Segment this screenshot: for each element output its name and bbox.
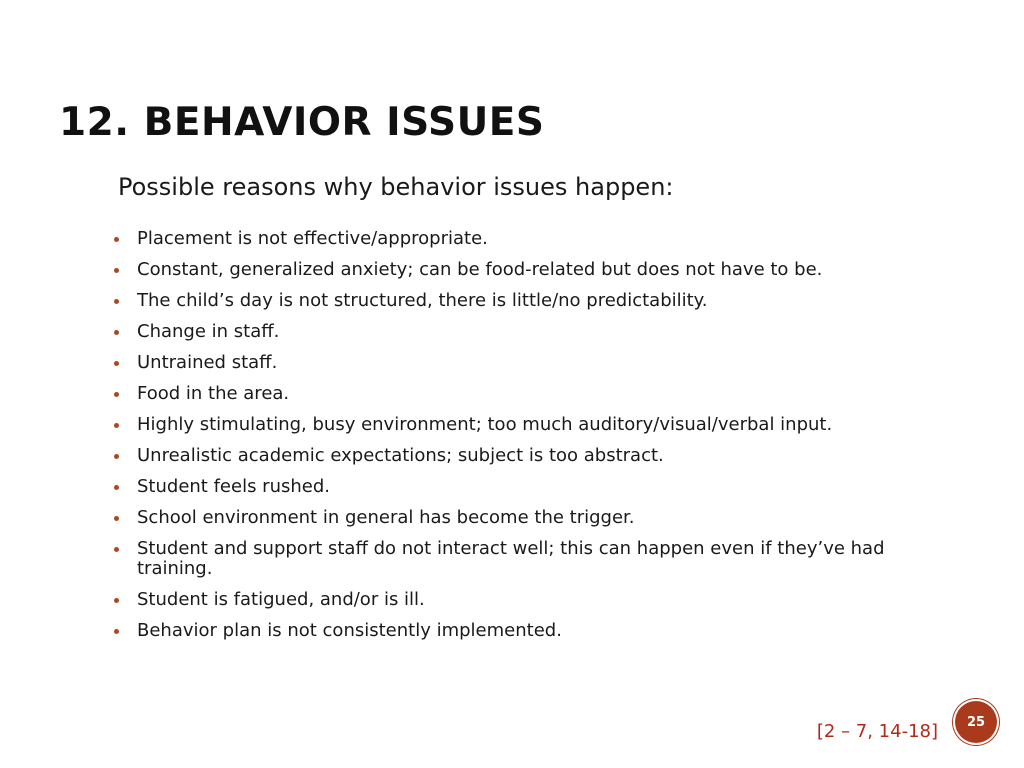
- bullet-text: Change in staff.: [137, 321, 280, 342]
- bullet-dot-icon: [114, 299, 119, 304]
- bullet-item: [112, 229, 932, 249]
- bullet-dot-icon: [114, 392, 119, 397]
- bullet-dot-icon: [114, 330, 119, 335]
- bullet-item: [112, 477, 932, 497]
- bullet-dot-icon: [114, 485, 119, 490]
- page-number-badge: 25: [955, 701, 997, 743]
- bullet-text: Student is fatigued, and/or is ill.: [137, 589, 425, 610]
- bullet-dot-icon: [114, 547, 119, 552]
- bullet-item: [112, 508, 932, 528]
- bullet-dot-icon: [114, 598, 119, 603]
- bullet-text: Student feels rushed.: [137, 476, 330, 497]
- bullet-item: [112, 322, 932, 342]
- bullet-text: Food in the area.: [137, 383, 290, 404]
- bullet-text: Student and support staff do not interact well; this can happen even if they’ve had training.: [137, 538, 885, 579]
- bullet-item: [112, 590, 932, 610]
- bullet-dot-icon: [114, 423, 119, 428]
- bullet-item: [112, 539, 932, 579]
- bullet-list: [112, 229, 932, 652]
- citation-reference: [2 – 7, 14-18]: [816, 721, 938, 742]
- bullet-item: [112, 384, 932, 404]
- bullet-text: School environment in general has become the trigger.: [137, 507, 635, 528]
- bullet-item: [112, 353, 932, 373]
- bullet-text: Unrealistic academic expectations; subject is too abstract.: [137, 445, 664, 466]
- bullet-dot-icon: [114, 454, 119, 459]
- bullet-text: Placement is not effective/appropriate.: [137, 228, 488, 249]
- slide-subtitle: Possible reasons why behavior issues happen:: [118, 173, 674, 201]
- bullet-dot-icon: [114, 268, 119, 273]
- bullet-dot-icon: [114, 361, 119, 366]
- bullet-dot-icon: [114, 629, 119, 634]
- bullet-text: The child’s day is not structured, there is little/no predictability.: [137, 290, 708, 311]
- bullet-dot-icon: [114, 516, 119, 521]
- bullet-item: [112, 446, 932, 466]
- bullet-text: Highly stimulating, busy environment; too much auditory/visual/verbal input.: [137, 414, 833, 435]
- bullet-item: [112, 415, 932, 435]
- bullet-item: [112, 260, 932, 280]
- bullet-item: [112, 621, 932, 641]
- bullet-dot-icon: [114, 237, 119, 242]
- bullet-text: Untrained staff.: [137, 352, 278, 373]
- bullet-item: [112, 291, 932, 311]
- bullet-text: Behavior plan is not consistently implemented.: [137, 620, 562, 641]
- slide-title: 12. BEHAVIOR ISSUES: [59, 100, 545, 145]
- bullet-text: Constant, generalized anxiety; can be food-related but does not have to be.: [137, 259, 823, 280]
